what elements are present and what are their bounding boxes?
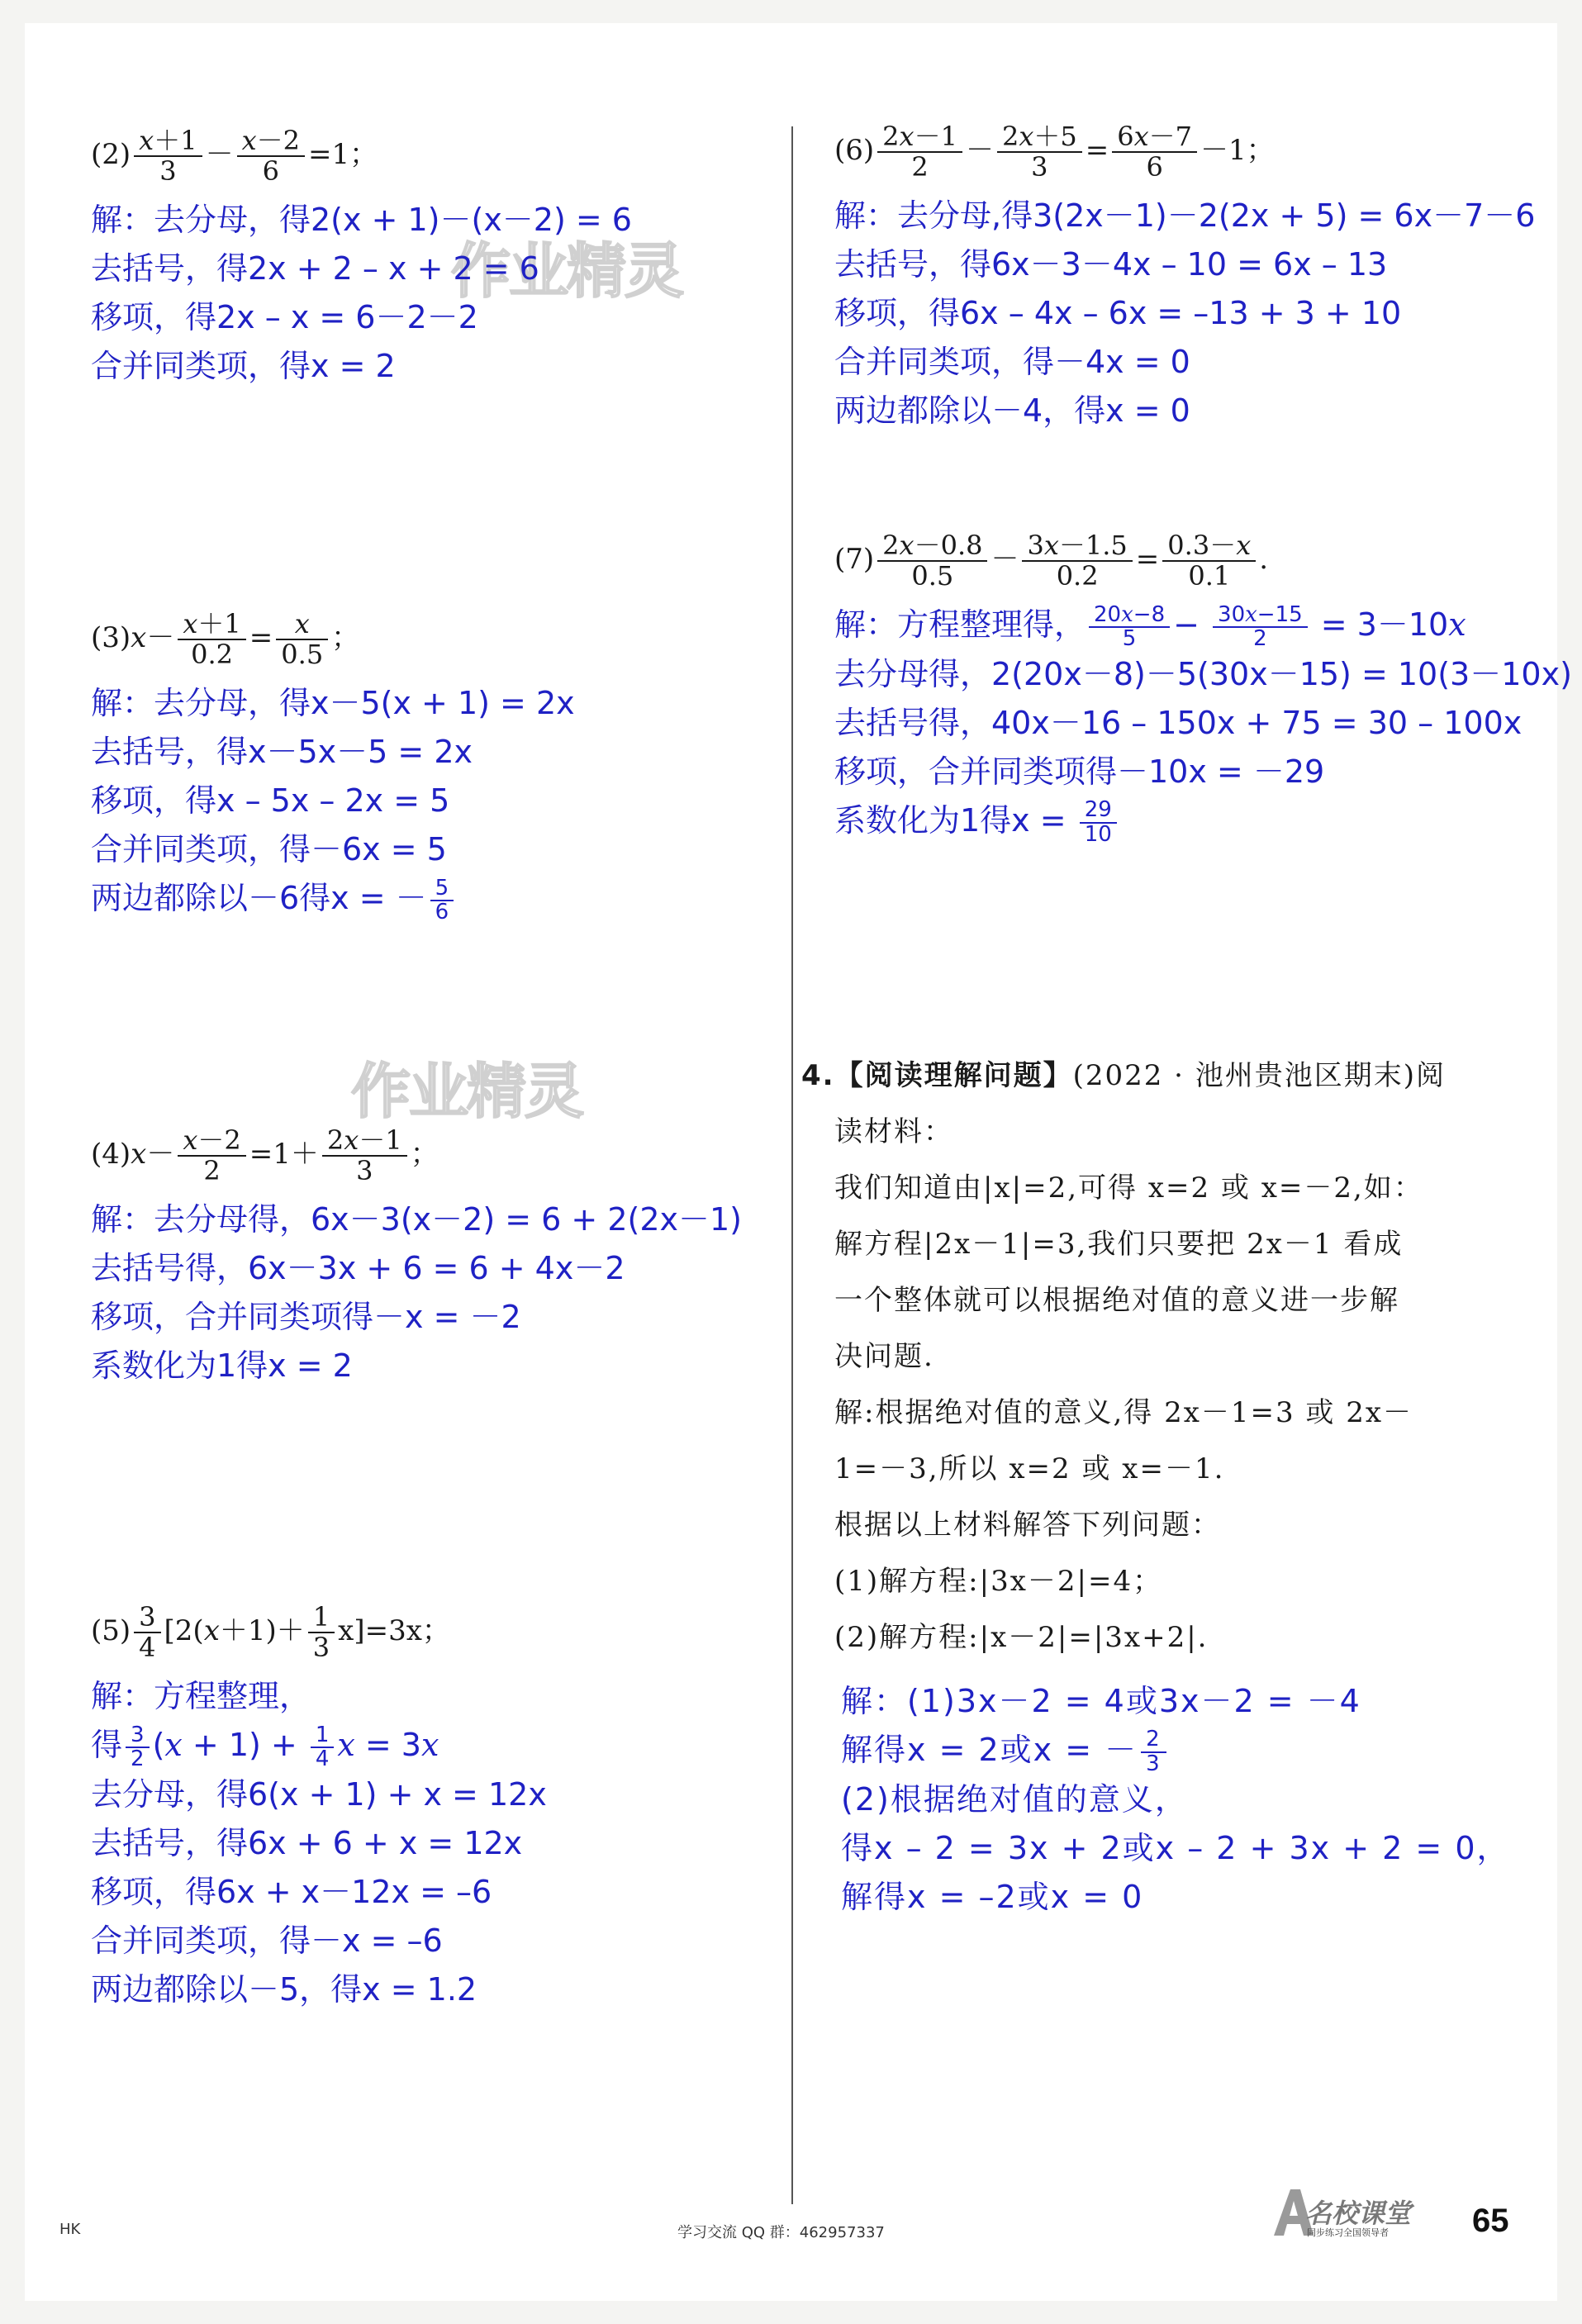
answer-line: 合并同类项，得－4x = 0 bbox=[834, 344, 1190, 381]
answer-line: 移项，合并同类项得－x = －2 bbox=[91, 1299, 521, 1336]
answer-line: 得 $\frac{3}{2}$ (x + 1) + $\frac{1}{4}$ x = 3x bbox=[91, 1722, 439, 1771]
problem-4-question: (4)x－ $\frac{x-2}{2}$ =1＋ $\frac{2x-1}{3}$ ； bbox=[91, 1124, 439, 1187]
problem-3-question: (3)x－ $\frac{x+1}{0.2}$ = $\frac{x}{0.5}$ ； bbox=[91, 608, 360, 671]
brand-logo bbox=[1272, 2188, 1412, 2241]
answer-line: 两边都除以－6得x = － $\frac{5}{6}$ bbox=[91, 874, 575, 924]
answer-line: 去分母得，2(20x－8)－5(30x－15) = 10(3－10x) bbox=[834, 656, 1572, 693]
reading-line: 解方程|2x－1|=3,我们只要把 2x－1 看成 bbox=[834, 1228, 1404, 1261]
answer-line: 得x – 2 = 3x + 2或x – 2 + 3x + 2 = 0， bbox=[841, 1829, 1510, 1866]
answer-line: 解：去分母，得2(x + 1)－(x－2) = 6 bbox=[91, 202, 632, 239]
answer-line: 解：去分母得，6x－3(x－2) = 6 + 2(2x－1) bbox=[91, 1201, 743, 1238]
reading-line: (1)解方程:|3x－2|=4； bbox=[834, 1565, 1163, 1598]
problem-5-question: (5) $\frac{3}{4}$ [2(x＋1)＋ $\frac{1}{3}$ x]=3x； bbox=[91, 1601, 450, 1664]
problem-4-header: 4.【阅读理解问题】(2022 · 池州贵池区期末)阅 bbox=[801, 1059, 1447, 1092]
reading-line: 解:根据绝对值的意义,得 2x－1=3 或 2x－ bbox=[834, 1396, 1413, 1429]
problem-3 bbox=[91, 610, 575, 924]
answer-line: 去括号，得2x + 2 – x + 2 = 6 bbox=[91, 250, 539, 288]
reading-line: 1=－3,所以 x=2 或 x=－1. bbox=[834, 1452, 1225, 1485]
brand-logo-subtitle: 同步练习全国领导者 bbox=[1307, 2227, 1389, 2238]
answer-line: 合并同类项，得－x = –6 bbox=[91, 1922, 443, 1960]
column-divider bbox=[791, 126, 793, 2204]
answer-line: 移项，得2x – x = 6－2－2 bbox=[91, 299, 478, 336]
problem-4 bbox=[91, 1126, 742, 1390]
answer-line: 移项，得6x + x－12x = –6 bbox=[91, 1874, 492, 1911]
answer-line: 解得x = –2或x = 0 bbox=[841, 1878, 1144, 1915]
answer-line: 解：去分母，得x－5(x + 1) = 2x bbox=[91, 685, 575, 722]
answer-line: 去括号，得6x + 6 + x = 12x bbox=[91, 1825, 523, 1862]
answer-line: 系数化为1得x = 2 bbox=[91, 1347, 353, 1385]
answer-line: 系数化为1得x = $\frac{29}{10}$ bbox=[834, 796, 1572, 846]
footer-edition: HK bbox=[59, 2221, 81, 2238]
answer-line: (2)根据绝对值的意义， bbox=[841, 1780, 1188, 1818]
answer-line: 两边都除以－5，得x = 1.2 bbox=[91, 1971, 477, 2008]
page bbox=[25, 23, 1572, 2301]
answer-line: 去括号得，6x－3x + 6 = 6 + 4x－2 bbox=[91, 1250, 625, 1287]
answer-line: 解：方程整理， bbox=[91, 1678, 311, 1715]
answer-line: 去括号，得6x－3－4x – 10 = 6x – 13 bbox=[834, 246, 1388, 283]
problem-6-question: (6) $\frac{2x-1}{2}$ － $\frac{2x+5}{3}$ = $\frac{6x-7}{6}$ －1； bbox=[834, 121, 1275, 183]
problem-2 bbox=[91, 126, 632, 391]
problem-4-reading bbox=[801, 1048, 1510, 1922]
problem-5 bbox=[91, 1603, 547, 2014]
answer-line: 解：方程整理得， $\frac{20x-8}{5}$ − $\frac{30x-15}{2}$ = 3－10x bbox=[834, 601, 1466, 651]
answer-line: 移项，合并同类项得－10x = －29 bbox=[834, 753, 1325, 791]
footer-qq-group: 学习交流 QQ 群：462957337 bbox=[677, 2224, 885, 2241]
page-number: 65 bbox=[1472, 2203, 1509, 2239]
answer-line: 移项，得6x – 4x – 6x = –13 + 3 + 10 bbox=[834, 295, 1402, 332]
answer-line: 移项，得x – 5x – 2x = 5 bbox=[91, 782, 450, 820]
problem-2-question: (2) $\frac{x+1}{3}$ － $\frac{x-2}{6}$ =1； bbox=[91, 125, 378, 188]
answer-line: 去括号，得x－5x－5 = 2x bbox=[91, 734, 473, 771]
answer-line: 解：去分母,得3(2x－1)－2(2x + 5) = 6x－7－6 bbox=[834, 197, 1536, 235]
answer-line: 合并同类项，得x = 2 bbox=[91, 348, 396, 385]
watermark: 作业精灵 bbox=[351, 1057, 583, 1126]
reading-line: 我们知道由|x|=2,可得 x=2 或 x=－2,如： bbox=[834, 1172, 1423, 1205]
answer-line: 解得x = 2或x = － $\frac{2}{3}$ bbox=[841, 1726, 1510, 1775]
brand-logo-text: 名校课堂 bbox=[1305, 2198, 1412, 2229]
reading-line: (2)解方程:|x－2|=|3x+2|. bbox=[834, 1621, 1209, 1654]
problem-7-question: (7) $\frac{2x-0.8}{0.5}$ － $\frac{3x-1.5}{0.2}$ = $\frac{0.3-x}{0.1}$ . bbox=[834, 530, 1269, 592]
answer-line: 两边都除以－4，得x = 0 bbox=[834, 392, 1190, 430]
reading-line: 读材料： bbox=[834, 1115, 953, 1148]
problem-7 bbox=[834, 531, 1572, 846]
answer-line: 去括号得，40x－16 – 150x + 75 = 30 – 100x bbox=[834, 705, 1523, 742]
problem-6 bbox=[834, 122, 1535, 435]
reading-line: 一个整体就可以根据绝对值的意义进一步解 bbox=[834, 1284, 1399, 1317]
answer-line: 解：(1)3x－2 = 4或3x－2 = －4 bbox=[841, 1683, 1361, 1719]
reading-line: 决问题. bbox=[834, 1340, 934, 1373]
answer-line: 去分母，得6(x + 1) + x = 12x bbox=[91, 1776, 547, 1813]
answer-line: 合并同类项，得－6x = 5 bbox=[91, 831, 447, 868]
watermark: 作业精灵 bbox=[451, 236, 683, 306]
reading-line: 根据以上材料解答下列问题： bbox=[834, 1509, 1221, 1542]
